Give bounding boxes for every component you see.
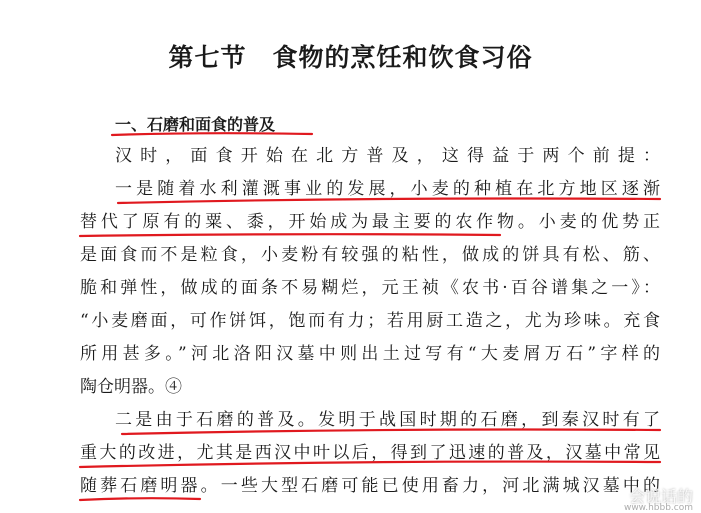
watermark-url: www.hbbb.com	[623, 503, 693, 513]
paragraph-line-1: 汉时，面食开始在北方普及，这得益于两个前提：	[115, 146, 660, 166]
paragraph-line-7: 所用甚多。”河北洛阳汉墓中则出土过写有“大麦屑万石”字样的	[80, 344, 660, 364]
watermark-text: 会说话的	[628, 487, 693, 506]
paragraph-line-6: “小麦磨面，可作饼饵，饱而有力；若用厨工造之，尤为珍味。充食	[80, 311, 660, 331]
paragraph-line-8: 陶仓明器。④	[80, 377, 182, 397]
paragraph-line-11: 随葬石磨明器。一些大型石磨可能已使用畜力，河北满城汉墓中的	[80, 476, 660, 496]
paragraph-line-5: 脆和弹性，做成的面条不易糊烂，元王祯《农书·百谷谱集之一》：	[80, 278, 660, 298]
underline-line-3	[80, 234, 500, 236]
underline-line-11	[80, 498, 200, 500]
paragraph-line-3: 替代了原有的粟、黍，开始成为最主要的农作物。小麦的优势正	[80, 212, 660, 232]
paragraph-line-9: 二是由于石磨的普及。发明于战国时期的石磨，到秦汉时有了	[115, 410, 660, 430]
watermark	[560, 472, 701, 513]
section-title: 第七节 食物的烹饪和饮食习俗	[168, 43, 533, 72]
paragraph-line-4: 是面食而不是粒食，小麦粉有较强的粘性，做成的饼具有松、筋、	[80, 245, 660, 265]
paragraph-line-2: 一是随着水利灌溉事业的发展，小麦的种植在北方地区逐渐	[115, 179, 660, 199]
paragraph-line-10: 重大的改进，尤其是西汉中叶以后，得到了迅速的普及，汉墓中常见	[80, 443, 660, 463]
subsection-heading: 一、石磨和面食的普及	[115, 115, 276, 134]
